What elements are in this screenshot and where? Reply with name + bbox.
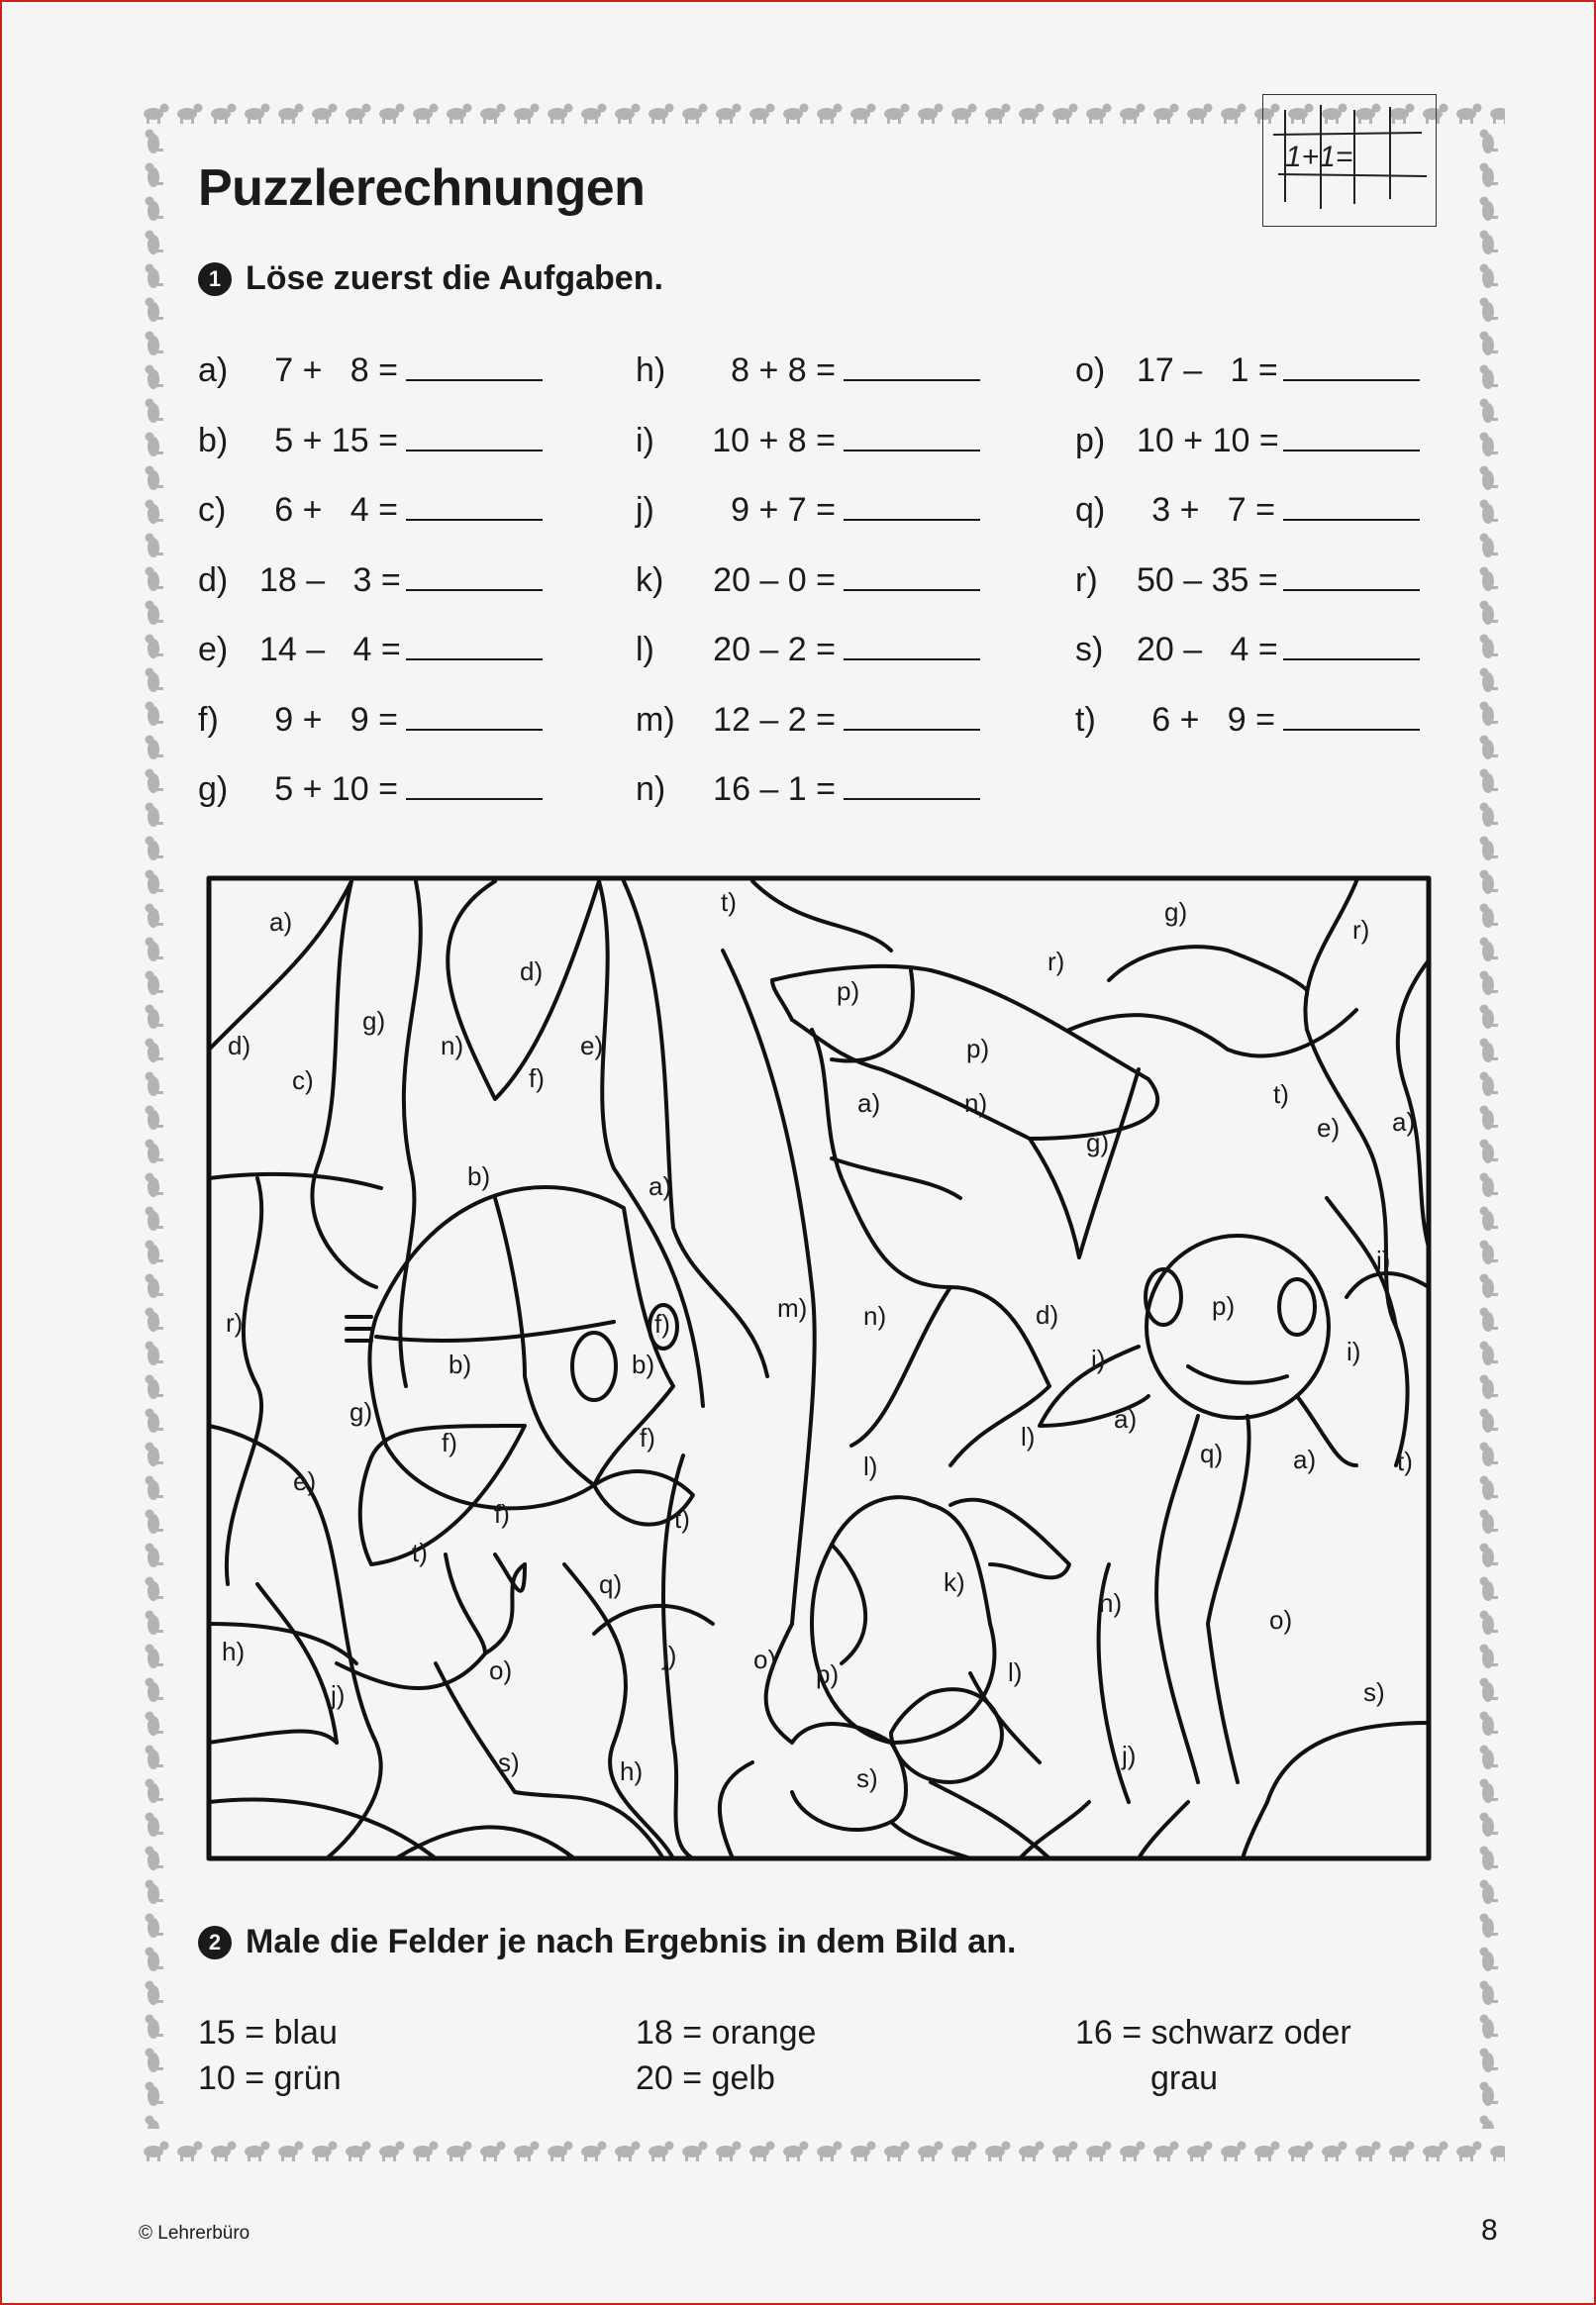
problem-item xyxy=(636,561,980,600)
color-key-20: 20 = gelb xyxy=(636,2059,775,2097)
picture-region-label: t) xyxy=(412,1538,428,1567)
picture-region-label: n) xyxy=(441,1031,464,1060)
answer-blank[interactable] xyxy=(844,772,980,800)
color-key-15: 15 = blau xyxy=(198,2014,338,2052)
problem-item xyxy=(636,422,980,460)
copyright: © Lehrerbüro xyxy=(139,2223,250,2244)
animal-border-bottom xyxy=(139,2135,1505,2164)
problem-item xyxy=(636,701,980,740)
problem-item xyxy=(1075,631,1420,669)
picture-region-label: k) xyxy=(944,1567,965,1597)
answer-blank[interactable] xyxy=(1283,563,1420,591)
problem-expression: 18 – 3 = xyxy=(259,560,401,599)
picture-region-label: o) xyxy=(1269,1605,1293,1635)
problem-label: r) xyxy=(1075,560,1098,599)
picture-region-label: i) xyxy=(1091,1345,1106,1374)
picture-region-label: b) xyxy=(449,1350,472,1379)
task-1-heading xyxy=(198,259,663,298)
page-number: 8 xyxy=(1481,2214,1498,2247)
picture-region-label: i) xyxy=(1347,1337,1361,1366)
picture-region-label: f) xyxy=(654,1309,670,1339)
picture-region-label: l) xyxy=(1021,1422,1036,1452)
color-key-10: 10 = grün xyxy=(198,2059,342,2097)
picture-region-label: o) xyxy=(753,1645,777,1674)
problem-label: c) xyxy=(198,491,227,529)
task-2-heading xyxy=(198,1923,1016,1961)
problem-label: q) xyxy=(1075,491,1106,529)
answer-blank[interactable] xyxy=(844,424,980,451)
answer-blank[interactable] xyxy=(1283,353,1420,381)
picture-region-label: t) xyxy=(1397,1447,1413,1476)
problem-expression: 10 + 10 = xyxy=(1137,421,1279,459)
answer-blank[interactable] xyxy=(406,424,543,451)
problem-item xyxy=(636,491,980,530)
task-2-instruction: Male die Felder je nach Ergebnis in dem Bild an. xyxy=(246,1923,1017,1960)
picture-region-label: b) xyxy=(467,1161,491,1191)
picture-region-label: j) xyxy=(1122,1741,1137,1770)
picture-region-label: t) xyxy=(721,887,737,917)
color-key-16-cont: grau xyxy=(1150,2059,1219,2097)
picture-region-label: s) xyxy=(1363,1677,1385,1707)
answer-blank[interactable] xyxy=(1283,493,1420,521)
animal-border-left xyxy=(139,129,168,2129)
answer-blank[interactable] xyxy=(406,633,543,660)
picture-region-label: h) xyxy=(222,1637,246,1666)
problem-label: s) xyxy=(1075,631,1104,668)
answer-blank[interactable] xyxy=(406,493,543,521)
problem-label: e) xyxy=(198,631,229,668)
picture-region-label: a) xyxy=(1392,1107,1416,1137)
problem-expression: 9 + 7 = xyxy=(731,491,836,529)
picture-region-label: i) xyxy=(1376,1246,1391,1275)
picture-region-label: e) xyxy=(1317,1113,1341,1143)
problem-label: a) xyxy=(198,351,229,389)
picture-region-label: q) xyxy=(599,1569,623,1599)
task-1-instruction: Löse zuerst die Aufgaben. xyxy=(246,259,663,297)
logo-text: 1+1= xyxy=(1285,141,1353,173)
picture-region-label: p) xyxy=(837,976,860,1006)
answer-blank[interactable] xyxy=(406,563,543,591)
picture-region-label: a) xyxy=(1293,1445,1317,1474)
problem-expression: 14 – 4 = xyxy=(259,631,401,668)
problem-item xyxy=(1075,491,1420,530)
page-title: Puzzlerechnungen xyxy=(198,159,646,217)
answer-blank[interactable] xyxy=(1283,424,1420,451)
picture-region-label: g) xyxy=(1086,1128,1110,1157)
problem-label: b) xyxy=(198,421,229,459)
picture-region-label: g) xyxy=(362,1006,386,1036)
picture-region-label: s) xyxy=(498,1748,520,1777)
problem-item xyxy=(198,491,543,530)
problem-expression: 20 – 0 = xyxy=(713,560,836,599)
picture-region-label: r) xyxy=(1352,915,1370,945)
picture-region-label: r) xyxy=(1047,947,1065,976)
problem-expression: 6 + 9 = xyxy=(1151,700,1275,739)
picture-region-label: t) xyxy=(674,1504,690,1534)
picture-region-label: p) xyxy=(966,1034,990,1063)
picture-region-label: l) xyxy=(863,1452,878,1481)
problem-item xyxy=(198,422,543,460)
answer-blank[interactable] xyxy=(844,703,980,731)
problem-expression: 12 – 2 = xyxy=(713,700,836,739)
picture-region-label: d) xyxy=(1036,1300,1059,1330)
picture-region-label: j) xyxy=(331,1680,346,1710)
picture-region-label: a) xyxy=(857,1088,881,1118)
picture-region-label: d) xyxy=(520,956,544,986)
problem-label: t) xyxy=(1075,700,1096,739)
answer-blank[interactable] xyxy=(844,633,980,660)
answer-blank[interactable] xyxy=(844,353,980,381)
problem-label: k) xyxy=(636,560,664,599)
problem-label: h) xyxy=(636,351,666,389)
coloring-picture xyxy=(198,871,1436,1861)
problem-item xyxy=(1075,351,1420,390)
picture-region-label: o) xyxy=(489,1655,513,1685)
problem-expression: 5 + 15 = xyxy=(274,421,398,459)
problem-item xyxy=(198,561,543,600)
problem-expression: 10 + 8 = xyxy=(712,421,836,459)
color-key-16: 16 = schwarz oder xyxy=(1075,2014,1351,2052)
problem-item xyxy=(198,631,543,669)
problem-expression: 50 – 35 = xyxy=(1137,560,1278,599)
problem-expression: 20 – 2 = xyxy=(713,631,836,668)
animal-border-right xyxy=(1473,129,1503,2129)
picture-region-label: l) xyxy=(1008,1657,1023,1687)
problem-expression: 8 + 8 = xyxy=(731,351,836,389)
picture-region-label: r) xyxy=(226,1308,244,1338)
picture-region-label: d) xyxy=(228,1031,251,1060)
problem-item xyxy=(636,631,980,669)
picture-region-label: f) xyxy=(640,1423,655,1453)
problem-label: d) xyxy=(198,560,229,599)
color-key-18: 18 = orange xyxy=(636,2014,817,2052)
picture-region-label: f) xyxy=(529,1063,545,1093)
picture-region-label: n) xyxy=(964,1088,988,1118)
answer-blank[interactable] xyxy=(406,703,543,731)
problem-expression: 17 – 1 = xyxy=(1137,351,1278,389)
problem-label: i) xyxy=(636,421,654,459)
picture-region-label: h) xyxy=(1099,1588,1123,1618)
picture-region-label: p) xyxy=(1212,1291,1236,1321)
problem-item xyxy=(1075,561,1420,600)
task-number-badge: 1 xyxy=(198,262,232,296)
problem-label: f) xyxy=(198,700,219,739)
problem-expression: 6 + 4 = xyxy=(274,491,398,529)
picture-region-label: e) xyxy=(293,1466,317,1496)
problem-item xyxy=(198,701,543,740)
problem-item xyxy=(1075,422,1420,460)
picture-region-label: j) xyxy=(662,1641,677,1670)
task-number-badge: 2 xyxy=(198,1926,232,1959)
picture-region-label: a) xyxy=(269,907,293,937)
problem-label: l) xyxy=(636,631,654,668)
picture-region-label: q) xyxy=(1200,1439,1224,1468)
problem-item xyxy=(636,351,980,390)
problem-item xyxy=(636,770,980,809)
answer-blank[interactable] xyxy=(844,493,980,521)
problem-label: n) xyxy=(636,770,666,808)
problem-expression: 9 + 9 = xyxy=(274,700,398,739)
picture-region-label: s) xyxy=(856,1763,878,1793)
problem-label: p) xyxy=(1075,421,1106,459)
picture-region-label: m) xyxy=(777,1293,808,1323)
answer-blank[interactable] xyxy=(406,353,543,381)
answer-blank[interactable] xyxy=(406,772,543,800)
picture-region-label: n) xyxy=(863,1301,887,1331)
problem-expression: 5 + 10 = xyxy=(274,770,398,808)
problem-expression: 3 + 7 = xyxy=(1151,491,1275,529)
problem-label: j) xyxy=(636,491,654,529)
picture-region-label: g) xyxy=(349,1397,373,1427)
answer-blank[interactable] xyxy=(1283,703,1420,731)
picture-region-label: h) xyxy=(620,1756,644,1786)
picture-region-label: a) xyxy=(648,1171,672,1201)
picture-region-label: p) xyxy=(816,1659,840,1689)
problem-item xyxy=(198,770,543,809)
picture-region-label: f) xyxy=(494,1499,510,1529)
answer-blank[interactable] xyxy=(844,563,980,591)
problem-label: g) xyxy=(198,770,229,808)
picture-region-label: c) xyxy=(292,1065,314,1095)
problem-item xyxy=(1075,701,1420,740)
answer-blank[interactable] xyxy=(1283,633,1420,660)
picture-region-label: f) xyxy=(442,1428,457,1457)
math-logo xyxy=(1262,94,1437,227)
problem-item xyxy=(198,351,543,390)
problem-label: m) xyxy=(636,700,675,739)
picture-region-label: a) xyxy=(1114,1404,1138,1434)
problem-expression: 20 – 4 = xyxy=(1137,631,1278,668)
picture-region-label: b) xyxy=(632,1350,655,1379)
picture-region-label: t) xyxy=(1273,1079,1289,1109)
problem-expression: 16 – 1 = xyxy=(713,770,836,808)
picture-region-label: e) xyxy=(580,1031,604,1060)
problem-expression: 7 + 8 = xyxy=(274,351,398,389)
picture-region-label: g) xyxy=(1164,897,1188,927)
problem-label: o) xyxy=(1075,351,1106,389)
